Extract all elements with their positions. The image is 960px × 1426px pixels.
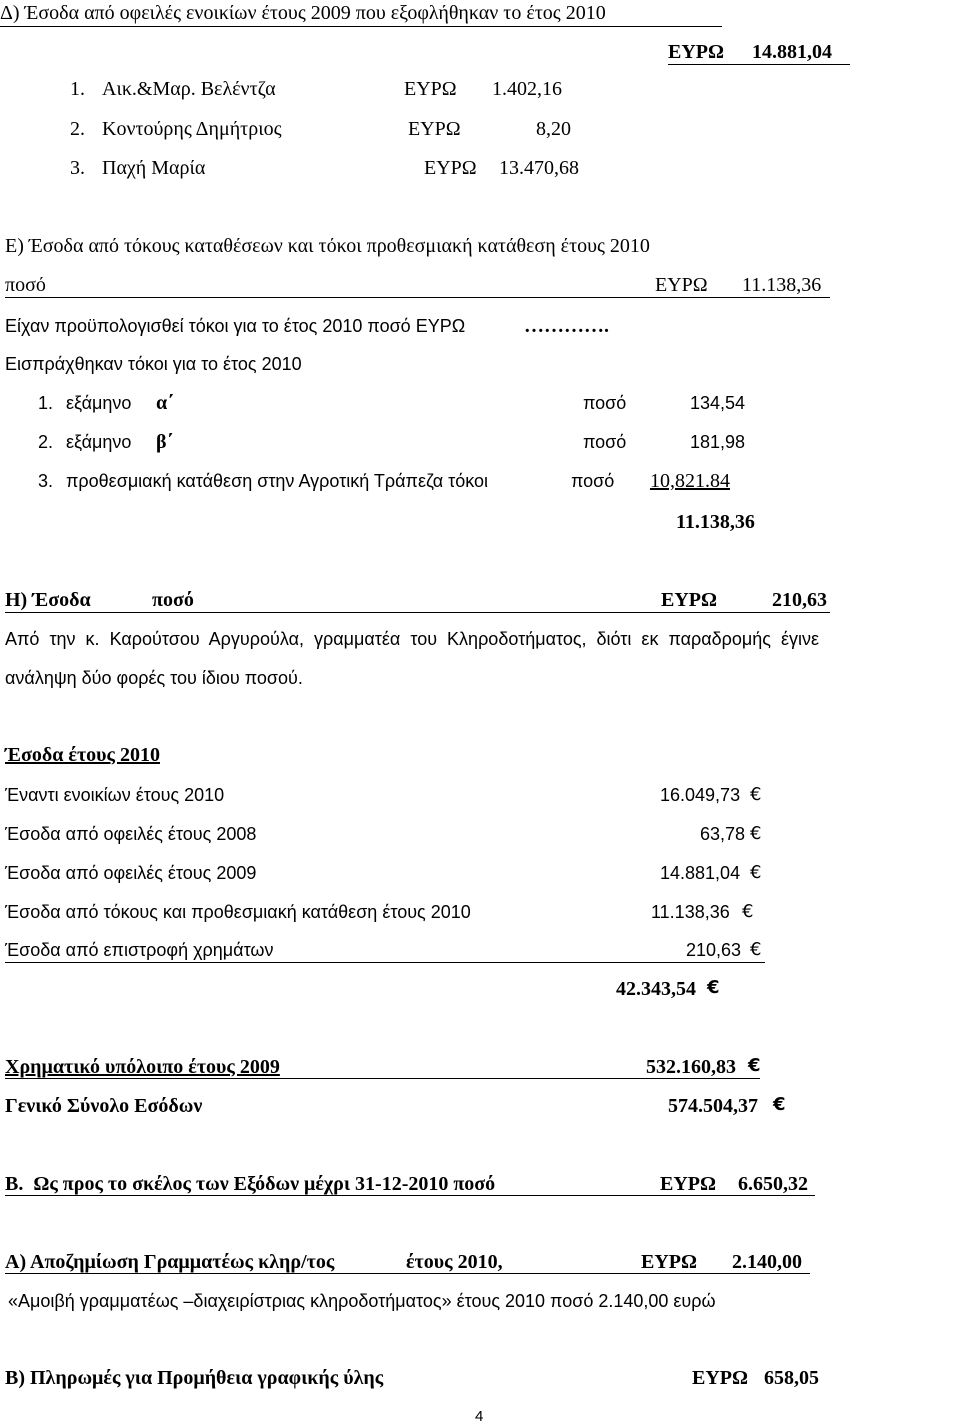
section-d-total-underline [668, 64, 850, 65]
balance-2009-label: Χρηματικό υπόλοιπο έτους 2009 [5, 1056, 280, 1078]
section-d-item-amount: 13.470,68 [499, 157, 579, 179]
euro-icon: € [750, 784, 762, 805]
section-e-item-num: 3. [38, 471, 54, 491]
section-h-amount-label: ποσό [152, 589, 194, 611]
section-e-item-num: 2. [38, 432, 54, 452]
section-d-item-currency: ΕΥΡΩ [408, 118, 461, 140]
section-h-underline [5, 612, 830, 613]
section-a-amount: 2.140,00 [732, 1251, 802, 1273]
section-a-note: «Αμοιβή γραμματέως –διαχειρίστριας κληροδοτήματος» έτους 2010 ποσό 2.140,00 ευρώ [8, 1291, 716, 1311]
section-a-currency: ΕΥΡΩ [641, 1251, 698, 1273]
section-d-item-name: Παχή Μαρία [102, 157, 206, 179]
section-b-title: Β. Ως προς το σκέλος των Εξόδων μέχρι 31-12-2010 ποσό [5, 1173, 496, 1195]
section-d-item-currency: ΕΥΡΩ [404, 78, 457, 100]
euro-icon: € [750, 862, 762, 883]
section-d-item-name: Κοντούρης Δημήτριος [102, 118, 282, 140]
section-d-item-num: 3. [70, 157, 85, 179]
income-row-label: Έσοδα από τόκους και προθεσμιακή κατάθεση έτους 2010 [5, 902, 471, 922]
income-row-value: 11.138,36 [651, 902, 730, 922]
section-d-total-value: 14.881,04 [752, 41, 832, 63]
section-e-currency: ΕΥΡΩ [655, 274, 708, 296]
income-2010-title: Έσοδα έτους 2010 [5, 744, 160, 766]
section-e-item-text: εξάμηνο [66, 432, 132, 452]
section-e-item-label: ποσό [583, 432, 627, 452]
balance-2009-value: 532.160,83 [646, 1056, 736, 1078]
section-h-text-line2: ανάληψη δύο φορές του ίδιου ποσού. [5, 668, 303, 688]
income-2010-total: 42.343,54 [616, 978, 696, 1000]
section-e-title: Ε) Έσοδα από τόκους καταθέσεων και τόκοι προθεσμιακή κατάθεση έτους 2010 [5, 235, 650, 257]
income-row-label: Έσοδα από οφειλές έτους 2009 [5, 863, 257, 883]
section-d-item-amount: 1.402,16 [492, 78, 562, 100]
balance-underline [5, 1078, 760, 1079]
income-row-label: Έναντι ενοικίων έτους 2010 [5, 785, 225, 805]
section-e-amount-label: ποσό [5, 274, 46, 296]
income-row-value: 14.881,04 [660, 863, 741, 883]
section-h-amount: 210,63 [772, 589, 827, 611]
euro-icon: € [750, 823, 762, 844]
euro-icon: € [742, 901, 754, 922]
section-d-title-underline [0, 26, 722, 27]
section-h-text-line1: Από την κ. Καρούτσου Αργυρούλα, γραμματέα του Κληροδοτήματος, διότι εκ παραδρομής έγινε [5, 629, 820, 649]
section-a-title: Α) Αποζημίωση Γραμματέως κληρ/τος [5, 1251, 335, 1273]
section-e-budget-dots: …………. [524, 315, 609, 337]
section-e-item-mark: β΄ [156, 431, 174, 453]
income-row-label: Έσοδα από οφειλές έτους 2008 [5, 824, 257, 844]
section-e-item-amount: 134,54 [690, 393, 746, 413]
section-e-item-amount: 181,98 [690, 432, 746, 452]
page-number: 4 [475, 1408, 484, 1425]
total-income-value: 574.504,37 [668, 1095, 758, 1117]
section-d-item-num: 2. [70, 118, 85, 140]
section-v-title: Β) Πληρωμές για Προμήθεια γραφικής ύλης [5, 1367, 384, 1389]
section-e-item-text: προθεσμιακή κατάθεση στην Αγροτική Τράπεζα τόκοι [66, 471, 489, 491]
section-b-amount: 6.650,32 [738, 1173, 808, 1195]
section-b-currency: ΕΥΡΩ [660, 1173, 717, 1195]
section-h-currency: ΕΥΡΩ [661, 589, 718, 611]
income-row-value: 63,78 [700, 824, 746, 844]
section-a-underline [5, 1273, 810, 1274]
income-rows-underline [5, 962, 765, 963]
euro-icon: € [707, 977, 720, 998]
section-v-amount: 658,05 [764, 1367, 819, 1389]
section-e-item-label: ποσό [571, 471, 615, 491]
section-e-item-mark: α΄ [156, 392, 174, 414]
section-h-title: Η) Έσοδα [5, 589, 91, 611]
total-income-label: Γενικό Σύνολο Εσόδων [5, 1095, 203, 1117]
euro-icon: € [773, 1094, 786, 1115]
section-a-year: έτους 2010, [406, 1251, 503, 1273]
euro-icon: € [748, 1055, 761, 1076]
section-d-item-num: 1. [70, 78, 85, 100]
section-d-item-name: Αικ.&Μαρ. Βελέντζα [102, 78, 276, 100]
section-e-collected-line: Εισπράχθηκαν τόκοι για το έτος 2010 [5, 354, 302, 374]
section-d-item-currency: ΕΥΡΩ [424, 157, 477, 179]
section-e-budget-line: Είχαν προϋπολογισθεί τόκοι για το έτος 2010 ποσό ΕΥΡΩ [5, 316, 466, 336]
income-row-label: Έσοδα από επιστροφή χρημάτων [5, 940, 274, 960]
section-e-amount: 11.138,36 [742, 274, 822, 296]
section-d-item-amount: 8,20 [536, 118, 571, 140]
section-e-item-amount: 10,821.84 [650, 470, 730, 492]
section-b-underline [5, 1195, 815, 1196]
euro-icon: € [750, 939, 762, 960]
section-v-currency: ΕΥΡΩ [692, 1367, 749, 1389]
section-e-item-label: ποσό [583, 393, 627, 413]
section-e-underline [5, 297, 830, 298]
income-row-value: 210,63 [686, 940, 742, 960]
section-d-title: Δ) Έσοδα από οφειλές ενοικίων έτους 2009 που εξοφλήθηκαν το έτος 2010 [0, 2, 606, 24]
income-row-value: 16.049,73 [660, 785, 741, 805]
section-d-total-currency: ΕΥΡΩ [668, 41, 725, 63]
section-e-item-num: 1. [38, 393, 54, 413]
section-e-subtotal: 11.138,36 [676, 511, 755, 533]
section-e-item-text: εξάμηνο [66, 393, 132, 413]
